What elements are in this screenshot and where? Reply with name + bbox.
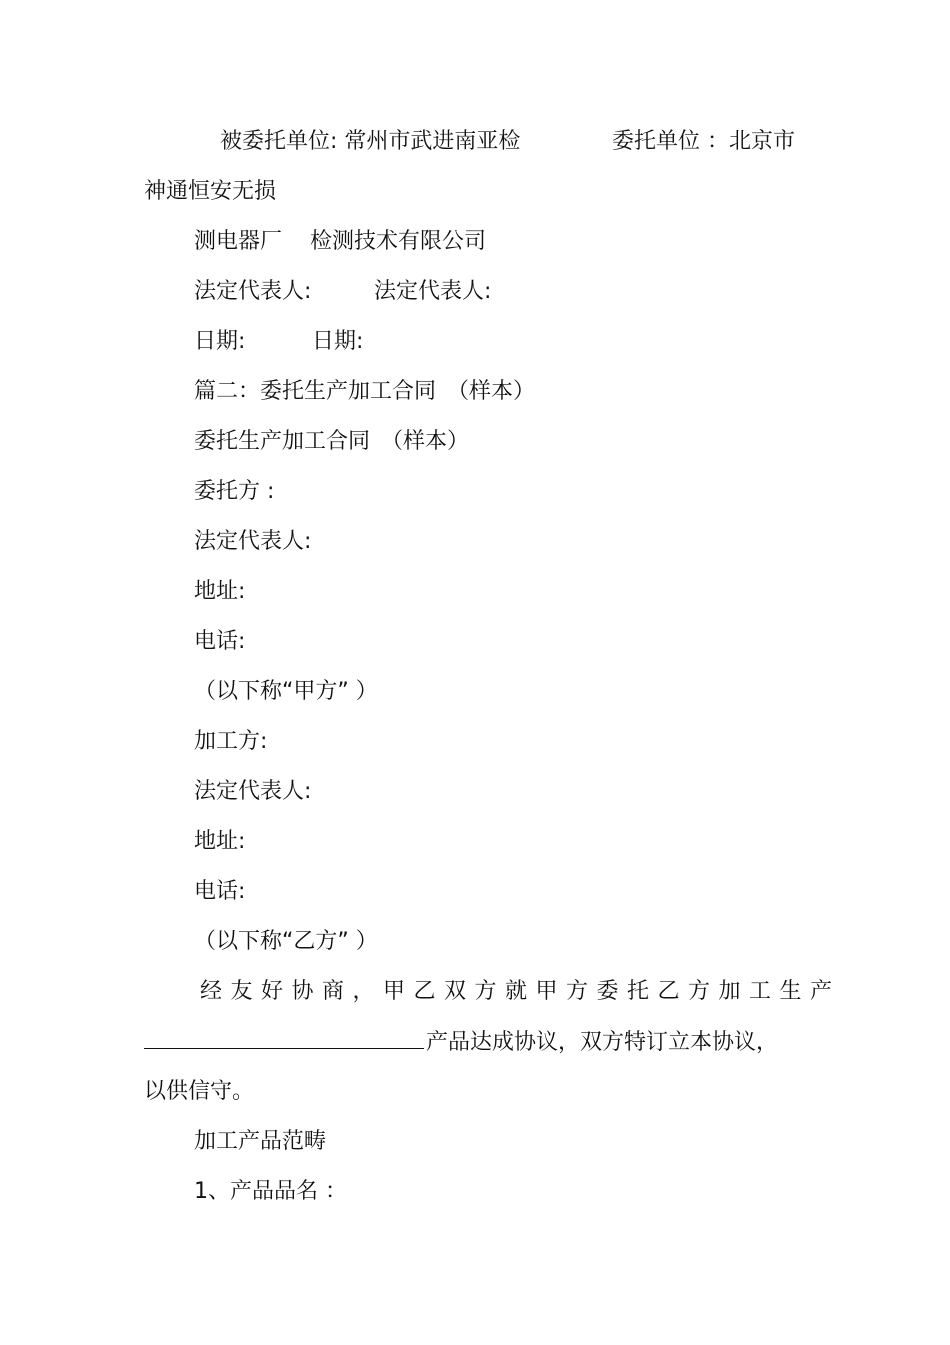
product-name-blank	[144, 1028, 424, 1049]
company-name-part-a: 测电器厂	[194, 229, 283, 254]
agreement-paragraph-line-1: 经友好协商，甲乙双方就甲方委托乙方加工生产	[200, 979, 841, 1004]
date-label-b: 日期:	[312, 329, 364, 354]
company-name-continuation: 神通恒安无损	[144, 179, 277, 204]
party-a-label: 委托方 :	[194, 479, 275, 504]
date-label-a: 日期:	[194, 329, 246, 354]
agreement-paragraph-line-3: 以供信守。	[144, 1079, 255, 1104]
company-name-part-b: 检测技术有限公司	[310, 229, 487, 254]
entrusting-party-line: 委托单位 ：北京市	[612, 129, 795, 154]
product-scope-heading: 加工产品范畴	[194, 1129, 327, 1154]
legal-representative-label-b: 法定代表人:	[374, 279, 492, 304]
party-a-legal-representative: 法定代表人:	[194, 529, 312, 554]
contract-title: 委托生产加工合同 （样本）	[194, 429, 470, 454]
party-a-phone: 电话:	[194, 629, 246, 654]
party-b-label: 加工方:	[194, 729, 268, 754]
party-b-phone: 电话:	[194, 879, 246, 904]
agreement-paragraph-line-2-text: 产品达成协议，双方特订立本协议，	[426, 1030, 779, 1055]
agreement-paragraph-line-2	[144, 1028, 778, 1057]
party-b-alias: （以下称“乙方” ）	[194, 929, 378, 954]
party-a-address: 地址:	[194, 579, 246, 604]
product-name-item: 1、产品品名 ：	[194, 1179, 347, 1204]
legal-representative-label-a: 法定代表人:	[194, 279, 312, 304]
party-b-address: 地址:	[194, 829, 246, 854]
section-heading: 篇二：委托生产加工合同 （样本）	[194, 379, 536, 404]
entrusted-party-line: 被委托单位: 常州市武进南亚检	[220, 129, 521, 154]
party-b-legal-representative: 法定代表人:	[194, 779, 312, 804]
party-a-alias: （以下称“甲方” ）	[194, 679, 378, 704]
